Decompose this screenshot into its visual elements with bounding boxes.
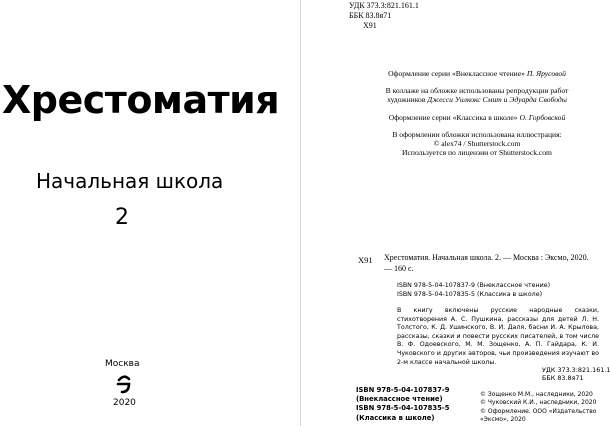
- copyright-line: © Зощенко М.М., наследники, 2020: [480, 391, 593, 398]
- book-annotation: В книгу включены русские народные сказки, стихотворения А. С. Пушкина, рассказы для детей Л. Н. Толстого, К. Д. Ушинского, В. И. Даля, басни И. А. Крылова, рассказы, сказки и повести русских писателей, в том числе В. Ф. Одоевского, М. М. Зощенко, А. П. Гайдара, К. И. Чуковского и других авторов, чьи произведения изучают во 2-м классе начальной школы.: [397, 307, 599, 366]
- credit-series-1: Оформление серии «Внеклассное чтение» П. Ярусовой: [388, 69, 566, 78]
- isbn-line: ISBN 978-5-04-107837-9 (Внеклассное чтение): [397, 282, 551, 289]
- credit-illustration: В оформлении обложки использована иллюстрация: © alex74 / Shutterstock.com Используется по лицензии от Shutterstock.com: [392, 129, 562, 158]
- udk-code: УДК 373.3:821.161.1: [349, 1, 419, 10]
- author-sign: Х91: [363, 21, 377, 30]
- bbk-code: ББК 83.8я71: [349, 11, 392, 20]
- credit-collage: В коллаже на обложке использованы репродукции работ художников Джесси Уилкокс Смит и Эдуарда Свободы: [385, 86, 569, 105]
- imprint-right-page: [301, 0, 610, 426]
- credit-series-2: Оформление серии «Классика в школе» О. Горбовской: [388, 112, 566, 122]
- book-subtitle: Начальная школа: [36, 169, 224, 193]
- copyright-line: «Эксмо», 2020: [480, 415, 526, 423]
- eksmo-logo-icon: [115, 373, 133, 395]
- isbn-footer-line: (Классика в школе): [356, 413, 435, 422]
- isbn-line: ISBN 978-5-04-107835-5 (Классика в школе): [397, 291, 543, 298]
- isbn-footer: [356, 386, 449, 423]
- bibliographic-record: Хрестоматия. Начальная школа. 2. — Москва : Эксмо, 2020. — 160 с.: [384, 253, 589, 273]
- copyright-line: © Оформление. ООО «Издательство: [480, 407, 597, 415]
- publisher-city: Москва: [105, 359, 140, 369]
- book-title: Хрестоматия: [2, 78, 280, 122]
- isbn-footer-line: (Внеклассное чтение): [356, 395, 443, 404]
- design-credits: [355, 69, 599, 165]
- cover-left-page: [0, 0, 300, 426]
- copyright-line: © Чуковский К.И., наследники, 2020: [480, 399, 597, 407]
- bbk-code-repeat: ББК 83.8я71: [542, 374, 584, 383]
- catalog-sign: Х91: [358, 255, 373, 265]
- bottom-classification: [542, 366, 610, 383]
- grade-number: 2: [115, 205, 129, 230]
- copyright-notices: [480, 391, 596, 424]
- publication-year: 2020: [113, 398, 136, 408]
- isbn-footer-line: ISBN 978-5-04-107837-9: [356, 386, 450, 394]
- udk-code-repeat: УДК 373.3:821.161.1: [542, 366, 610, 374]
- isbn-footer-line: ISBN 978-5-04-107835-5: [356, 404, 450, 413]
- classification-codes: [349, 1, 419, 31]
- isbn-list: [397, 281, 550, 299]
